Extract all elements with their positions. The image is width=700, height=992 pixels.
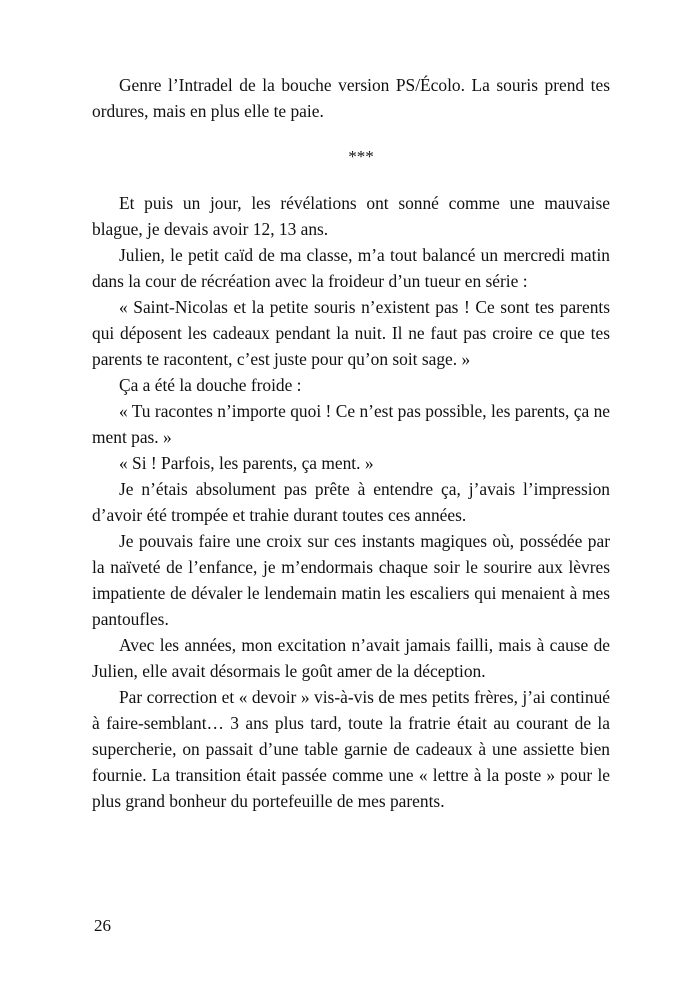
paragraph: Par correction et « devoir » vis-à-vis de mes petits frères, j’ai continué à faire-semblant… 3 ans plus tard, toute la fratrie était au courant de la supercherie, on passait d’une table garnie de cadeaux à une assiette bien fournie. La transition était passée comme une « lettre à la poste » pour le plus grand bonheur du portefeuille de mes parents.	[92, 687, 610, 811]
paragraph: Ça a été la douche froide :	[119, 375, 302, 395]
paragraph-intro: Genre l’Intradel de la bouche version PS/Écolo. La souris prend tes ordures, mais en plus elle te paie.	[92, 75, 610, 121]
paragraph: Et puis un jour, les révélations ont sonné comme une mauvaise blague, je devais avoir 12, 13 ans.	[92, 193, 610, 239]
page-body	[92, 72, 610, 814]
paragraph: Avec les années, mon excitation n’avait jamais failli, mais à cause de Julien, elle avait désormais le goût amer de la déception.	[92, 635, 610, 681]
paragraph: « Si ! Parfois, les parents, ça ment. »	[119, 453, 374, 473]
paragraph: « Saint-Nicolas et la petite souris n’existent pas ! Ce sont tes parents qui déposent les cadeaux pendant la nuit. Il ne faut pas croire ce que tes parents te racontent, c’est juste pour qu’on soit sage. »	[92, 297, 610, 369]
paragraph: Je pouvais faire une croix sur ces instants magiques où, possédée par la naïveté de l’enfance, je m’endormais chaque soir le sourire aux lèvres impatiente de dévaler le lendemain matin les escaliers qui menaient à mes pantoufles.	[92, 531, 610, 629]
section-separator: ***	[348, 147, 374, 166]
paragraph: Je n’étais absolument pas prête à entendre ça, j’avais l’impression d’avoir été trompée et trahie durant toutes ces années.	[92, 479, 610, 525]
page-number: 26	[94, 916, 111, 935]
paragraph: « Tu racontes n’importe quoi ! Ce n’est pas possible, les parents, ça ne ment pas. »	[92, 401, 610, 447]
paragraph: Julien, le petit caïd de ma classe, m’a tout balancé un mercredi matin dans la cour de récréation avec la froideur d’un tueur en série :	[92, 245, 610, 291]
